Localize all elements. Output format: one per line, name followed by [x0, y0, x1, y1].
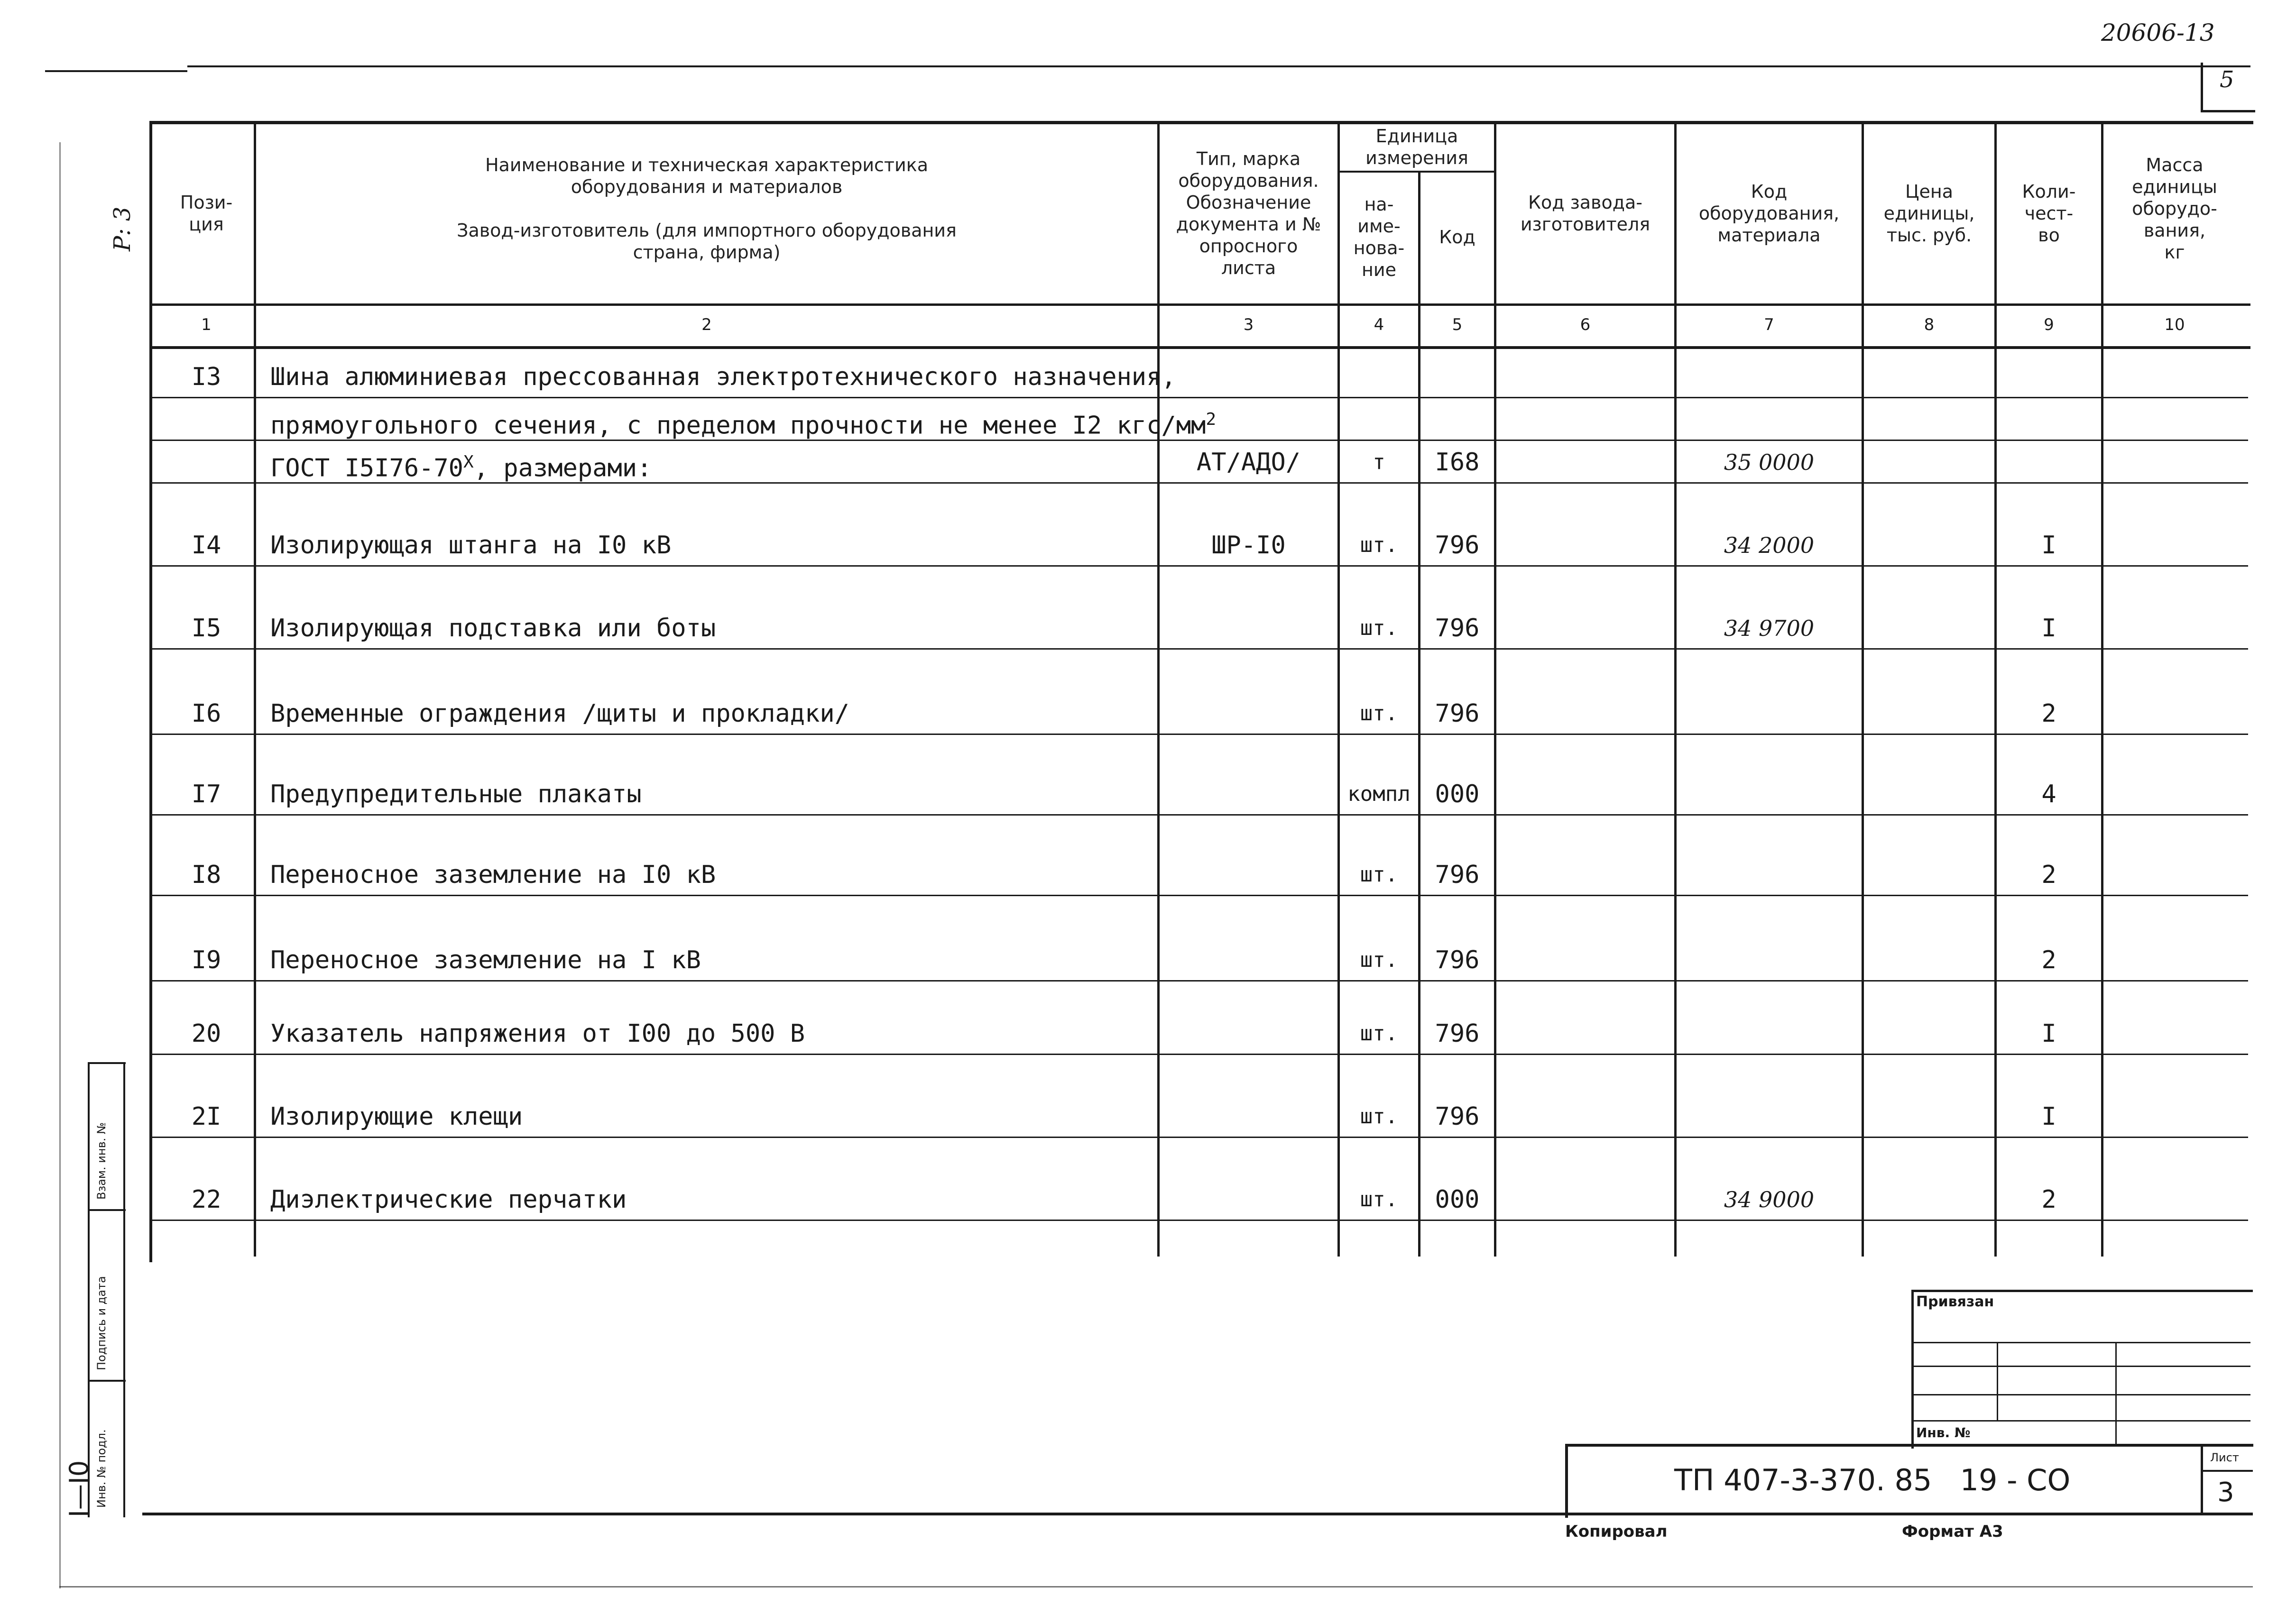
row-separator [152, 397, 2248, 398]
col-line-5 [1494, 121, 1496, 1257]
row-name [270, 780, 1153, 808]
top-border-line-2 [187, 65, 2250, 67]
colnum-5: 5 [1452, 315, 1463, 334]
row-unit-code: 796 [1435, 699, 1480, 728]
header-equipment-code: Код оборудования, материала [1698, 181, 1840, 246]
row-separator [152, 1054, 2248, 1055]
header-quantity: Коли- чест- во [2022, 181, 2076, 246]
row-unit: шт. [1360, 1187, 1398, 1211]
row-unit-code: 000 [1435, 780, 1480, 808]
colnum-10: 10 [2164, 315, 2185, 334]
row-unit: т [1373, 450, 1385, 474]
row-unit-code: 796 [1435, 861, 1480, 889]
row-equipment-code: 35 0000 [1724, 450, 1815, 475]
row-separator [152, 734, 2248, 735]
row-unit-code: 796 [1435, 946, 1480, 974]
header-mass: Масса единицы оборудо- вания, кг [2132, 155, 2217, 263]
row-position: 2I [191, 1102, 221, 1131]
privyazan-row-1 [1911, 1342, 2250, 1343]
designation-text: ТП 407-3-370. 85 19 - СО [1674, 1463, 2071, 1497]
row-position: I8 [191, 861, 221, 889]
row-position: I3 [191, 363, 221, 391]
row-position: 22 [191, 1185, 221, 1214]
header-separator [149, 303, 2250, 306]
colnum-3: 3 [1243, 315, 1254, 334]
row-quantity: 2 [2041, 946, 2056, 974]
row-name-text: Переносное заземление на I0 кВ [270, 861, 716, 889]
row-position: 20 [191, 1019, 221, 1048]
inventory-no-label: Инв. № [1916, 1425, 1971, 1440]
side-strip-line-a [88, 1062, 90, 1517]
header-unit-code: Код [1439, 227, 1475, 248]
header-position: Пози- ция [180, 192, 233, 235]
row-unit-code: 796 [1435, 1019, 1480, 1048]
row-position: I4 [191, 531, 221, 560]
header-type: Тип, марка оборудования. Обозначение документа и № опросного листа [1176, 148, 1321, 278]
colnum-8: 8 [1924, 315, 1935, 334]
outer-bottom-line [59, 1586, 2253, 1587]
row-name-text: Переносное заземление на I кВ [270, 946, 701, 974]
row-separator [152, 648, 2248, 650]
row-separator [152, 814, 2248, 816]
privyazan-label: Привязан [1916, 1294, 1994, 1310]
row-unit-code: 796 [1435, 1102, 1480, 1131]
side-label-replaced: Взам. инв. № [95, 1122, 108, 1200]
left-border-line [59, 142, 61, 1588]
row-unit: шт. [1360, 616, 1398, 640]
row-name-text: Диэлектрические перчатки [270, 1185, 627, 1214]
row-name [270, 861, 1153, 889]
row-separator [152, 895, 2248, 896]
row-unit: компл [1347, 782, 1411, 806]
format-label: Формат А3 [1902, 1522, 2003, 1541]
row-name-text: ГОСТ I5I76-70 [270, 454, 463, 483]
row-quantity: 2 [2041, 1185, 2056, 1214]
copied-label: Копировал [1565, 1522, 1668, 1541]
row-separator [152, 565, 2248, 567]
side-strip-div-2 [88, 1380, 126, 1382]
row-position: I9 [191, 946, 221, 974]
colnum-1: 1 [201, 315, 212, 334]
row-name-text: Временные ограждения /щиты и прокладки/ [270, 699, 849, 728]
col-line-9 [2101, 121, 2103, 1257]
row-name [270, 946, 1153, 974]
row-name-text: Предупредительные плакаты [270, 780, 642, 808]
row-position: I6 [191, 699, 221, 728]
row-name-text: Изолирующие клещи [270, 1102, 523, 1131]
row-unit: шт. [1360, 533, 1398, 557]
row-unit: шт. [1360, 948, 1398, 972]
header-factory-code: Код завода- изготовителя [1520, 192, 1651, 235]
header-price: Цена единицы, тыс. руб. [1883, 181, 1975, 246]
row-equipment-code: 34 2000 [1724, 532, 1815, 558]
colnum-separator [149, 346, 2250, 349]
row-equipment-code: 34 9000 [1724, 1187, 1815, 1212]
row-unit: шт. [1360, 701, 1398, 725]
row-name-text: Указатель напряжения от I00 до 500 В [270, 1019, 805, 1048]
side-strip-line-b [123, 1062, 125, 1517]
privyazan-row-2 [1911, 1366, 2250, 1367]
row-separator [152, 440, 2248, 441]
row-quantity: I [2041, 1019, 2056, 1048]
sheet-box-divider [2201, 1470, 2253, 1472]
row-name [270, 1102, 1153, 1131]
header-unit-group: Единица измерения [1365, 125, 1468, 168]
privyazan-row-3 [1911, 1394, 2250, 1395]
row-name-text: прямоугольного сечения, с пределом прочности не менее I2 кгс/мм [270, 411, 1206, 440]
row-separator [152, 1137, 2248, 1138]
corner-sheet-number: 5 [2220, 66, 2234, 93]
row-name [270, 448, 1153, 482]
col-line-1 [254, 121, 256, 1257]
row-name-text: Изолирующая штанга на I0 кВ [270, 531, 672, 560]
side-number: I—I0 [64, 1460, 94, 1517]
row-separator [152, 980, 2248, 982]
row-unit-code: I68 [1435, 448, 1480, 477]
header-name: Наименование и техническая характеристика оборудования и материалов Завод-изготовитель (для импортного оборудования страна, фирма) [457, 155, 957, 263]
row-quantity: 2 [2041, 699, 2056, 728]
row-equipment-code: 34 9700 [1724, 615, 1815, 641]
row-name [270, 699, 1153, 728]
side-label-inventory: Инв. № подл. [95, 1429, 108, 1508]
row-quantity: 2 [2041, 861, 2056, 889]
row-unit-code: 796 [1435, 531, 1480, 560]
row-separator [152, 1220, 2248, 1221]
row-position: I5 [191, 614, 221, 642]
col-line-7 [1862, 121, 1864, 1257]
row-unit-code: 796 [1435, 614, 1480, 642]
privyazan-col-1 [1997, 1342, 1998, 1420]
row-name-tail: , размерами: [473, 454, 652, 483]
row-type: АТ/АДО/ [1196, 448, 1301, 477]
sheet-label: Лист [2210, 1451, 2239, 1464]
row-quantity: I [2041, 614, 2056, 642]
privyazan-row-4 [1911, 1420, 2250, 1422]
colnum-2: 2 [701, 315, 712, 334]
row-unit: шт. [1360, 1021, 1398, 1046]
row-unit: шт. [1360, 862, 1398, 887]
top-border-line [45, 70, 187, 72]
colnum-7: 7 [1764, 315, 1774, 334]
side-mark: Р: 3 [109, 206, 136, 251]
row-quantity: 4 [2041, 780, 2056, 808]
sheet-box-line [2201, 1444, 2203, 1515]
row-name [270, 531, 1153, 560]
row-name-text: Шина алюминиевая прессованная электротехнического назначения, [270, 363, 1176, 391]
privyazan-col-2 [2115, 1342, 2117, 1446]
colnum-6: 6 [1580, 315, 1591, 334]
header-unit-name: на- име- нова- ние [1353, 194, 1405, 280]
col-line-6 [1674, 121, 1677, 1257]
unit-group-line [1337, 171, 1494, 173]
row-name-superscript: 2 [1206, 410, 1217, 429]
row-name [270, 1019, 1153, 1048]
row-quantity: I [2041, 531, 2056, 560]
row-name-superscript: X [463, 452, 474, 472]
col-line-8 [1994, 121, 1997, 1257]
row-name [270, 363, 1176, 391]
row-unit-code: 000 [1435, 1185, 1480, 1214]
document-number: 20606-13 [2101, 19, 2215, 46]
colnum-9: 9 [2044, 315, 2054, 334]
row-name [270, 614, 1153, 642]
colnum-4: 4 [1374, 315, 1384, 334]
row-separator [152, 482, 2248, 484]
row-position: I7 [191, 780, 221, 808]
side-strip-div-1 [88, 1209, 126, 1211]
row-quantity: I [2041, 1102, 2056, 1131]
row-unit: шт. [1360, 1104, 1398, 1129]
side-label-signature: Подпись и дата [95, 1276, 108, 1370]
row-name-text: Изолирующая подставка или боты [270, 614, 716, 642]
row-name [270, 405, 1217, 440]
row-name [270, 1185, 1153, 1214]
side-strip-top [88, 1062, 126, 1064]
row-type: ШР-I0 [1211, 531, 1286, 560]
sheet-number: 3 [2217, 1477, 2234, 1508]
